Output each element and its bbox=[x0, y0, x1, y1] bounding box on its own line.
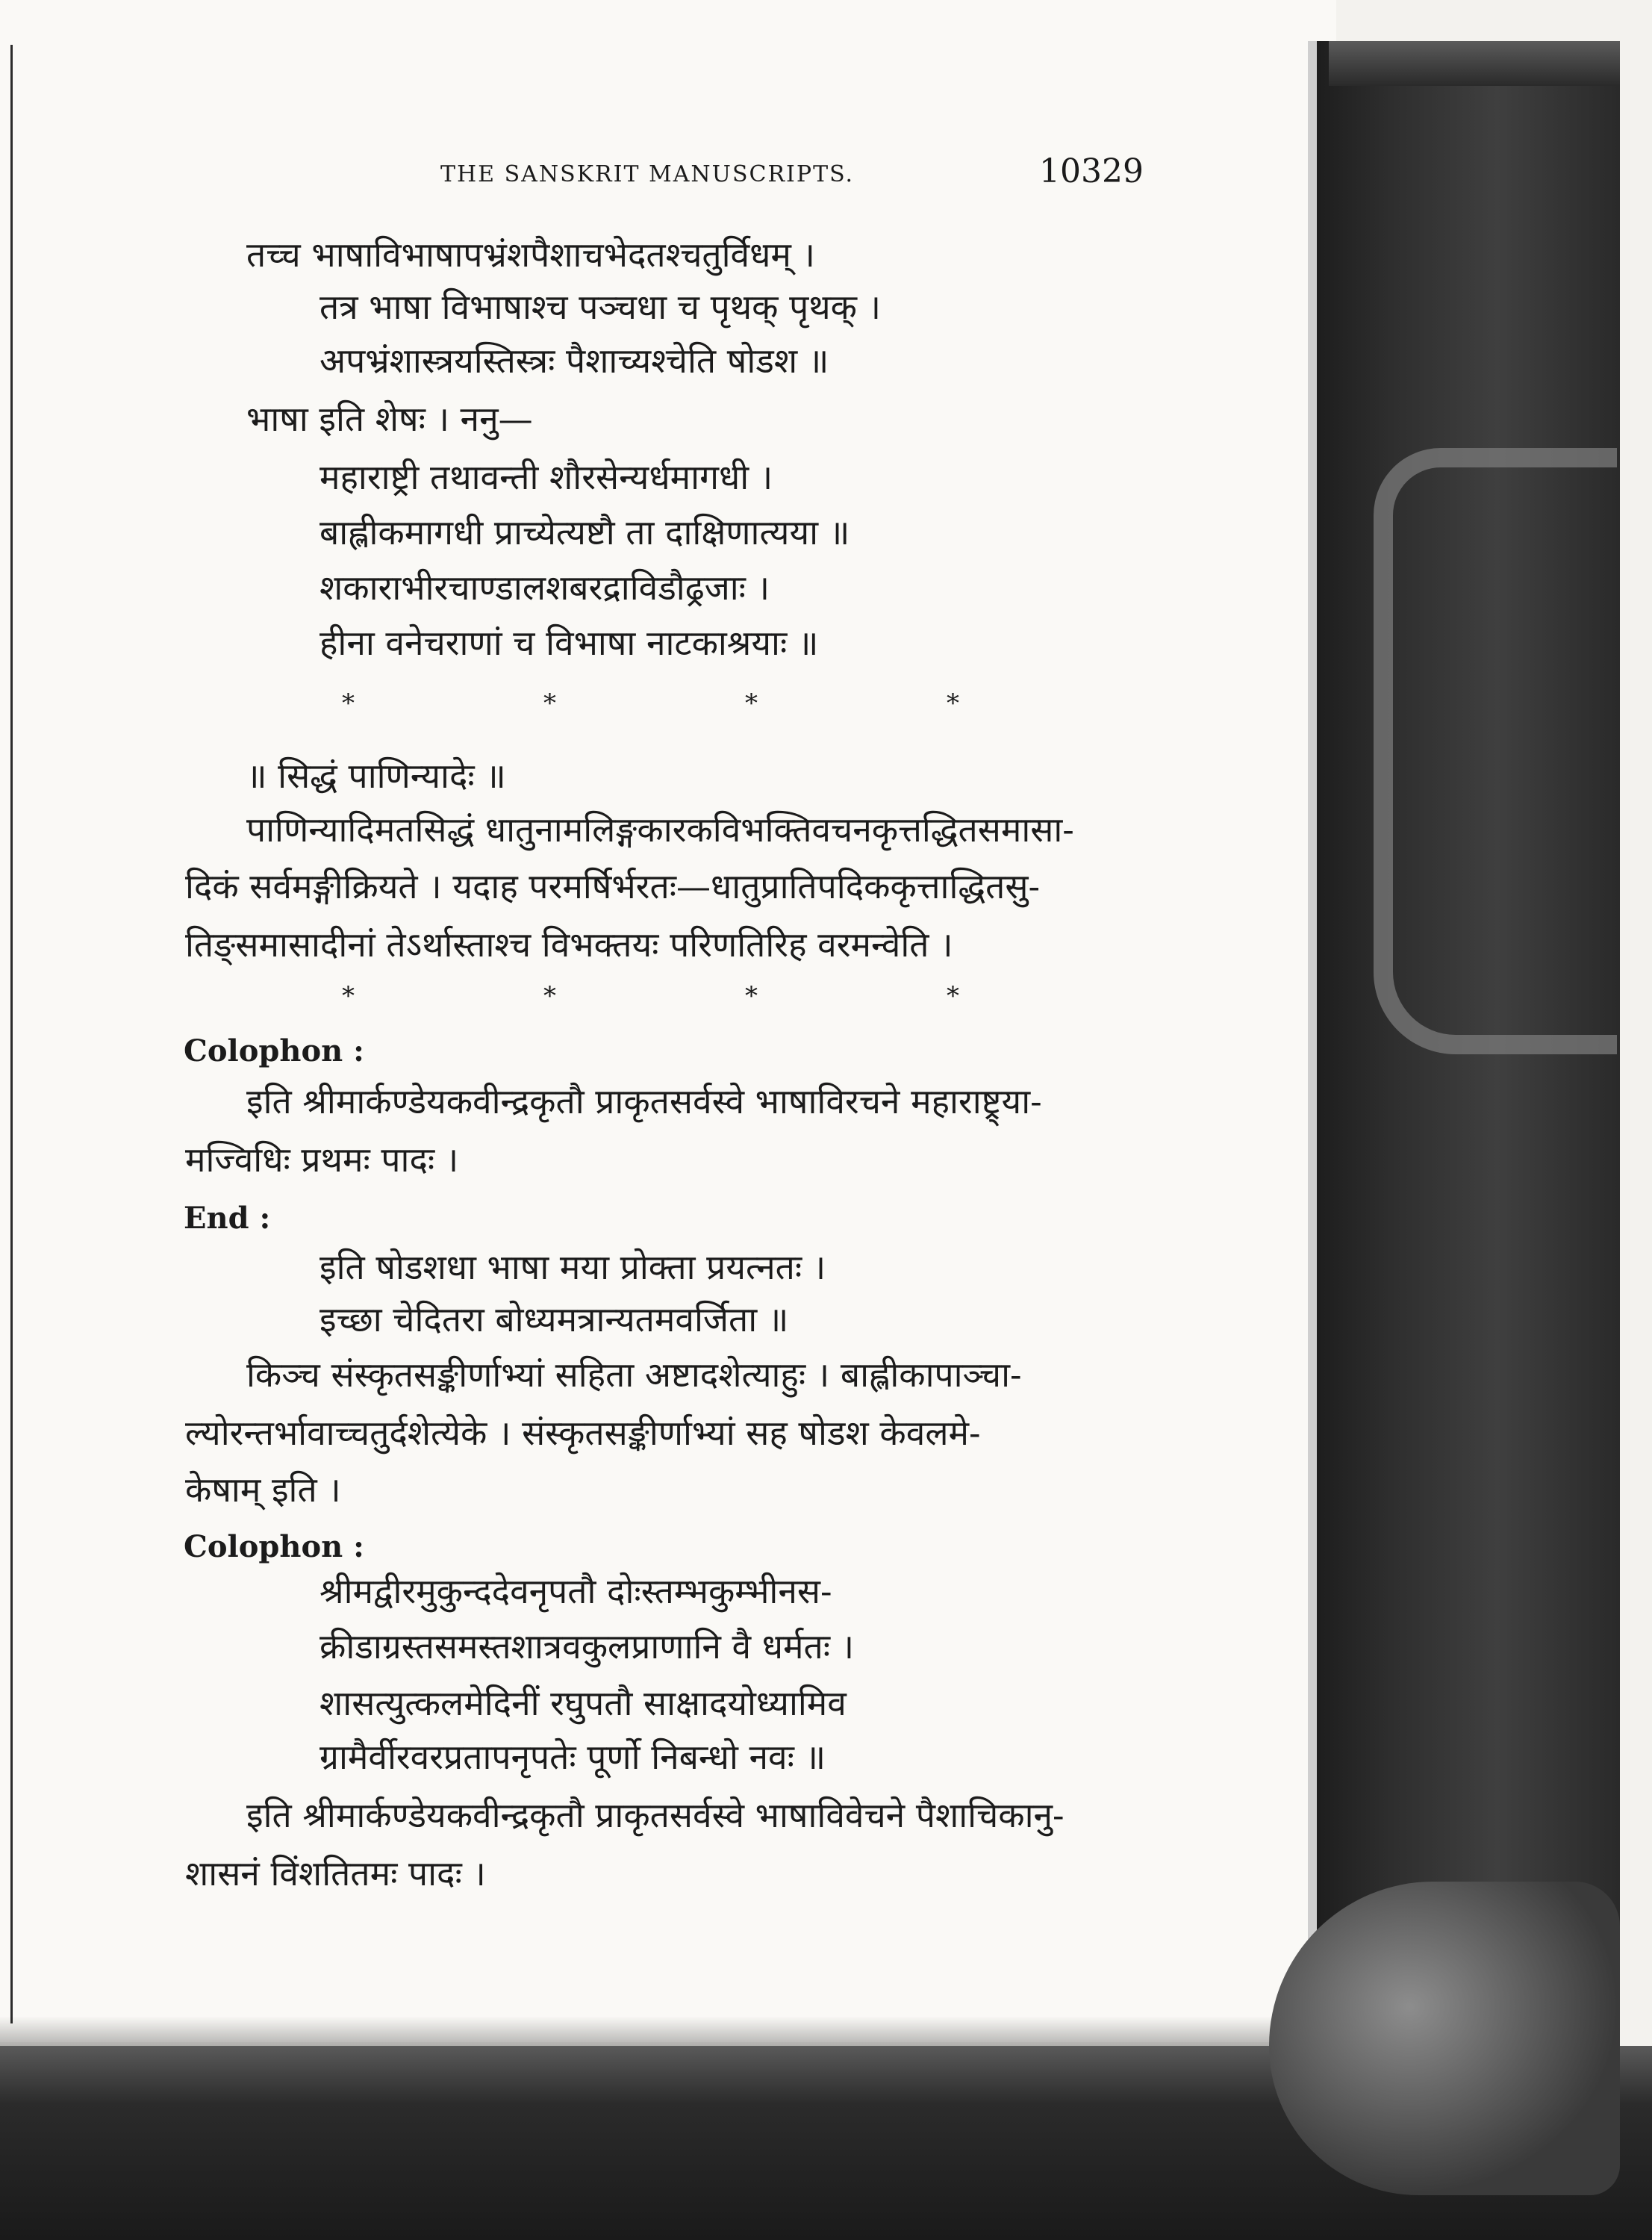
separator-star: * bbox=[745, 981, 758, 1011]
separator-star: * bbox=[342, 981, 355, 1011]
verse-line: बाह्लीकमागधी प्राच्येत्यष्टौ ता दाक्षिणात्यया ॥ bbox=[320, 512, 850, 553]
thumb-shadow bbox=[1269, 1882, 1620, 2195]
page-number: 10329 bbox=[1039, 152, 1144, 190]
separator-stars bbox=[342, 688, 1148, 718]
section-heading: ॥ सिद्धं पाणिन्यादेः ॥ bbox=[246, 756, 506, 796]
verse-line: तच्च भाषाविभाषापभ्रंशपैशाचभेदतश्चतुर्विधम् । bbox=[246, 234, 815, 275]
separator-stars bbox=[342, 981, 1148, 1011]
binding-top-edge bbox=[1329, 41, 1620, 86]
verse-line: इति षोडशधा भाषा मया प्रोक्ता प्रयत्नतः । bbox=[320, 1247, 826, 1287]
separator-star: * bbox=[543, 688, 556, 718]
running-title: THE SANSKRIT MANUSCRIPTS. bbox=[440, 161, 855, 187]
end-label: End : bbox=[184, 1201, 271, 1236]
prose-line: दिकं सर्वमङ्गीक्रियते । यदाह परमर्षिर्भरतः—धातुप्रातिपदिककृत्ताद्धितसु- bbox=[185, 866, 1041, 906]
prose-line: तिङ्समासादीनां तेऽर्थास्ताश्च विभक्तयः परिणतिरिह वरमन्वेति । bbox=[185, 924, 953, 965]
colophon-line: मज्विधिः प्रथमः पादः । bbox=[185, 1139, 459, 1180]
verse-line: इच्छा चेदितरा बोध्यमत्रान्यतमवर्जिता ॥ bbox=[320, 1299, 789, 1340]
separator-star: * bbox=[947, 981, 959, 1011]
separator-star: * bbox=[745, 688, 758, 718]
verse-line: श्रीमद्वीरमुकुन्ददेवनृपतौ दोःस्तम्भकुम्भीनस- bbox=[320, 1571, 832, 1611]
verse-line: क्रीडाग्रस्तसमस्तशात्रवकुलप्राणानि वै धर्मतः । bbox=[320, 1626, 855, 1667]
verse-line: तत्र भाषा विभाषाश्च पञ्चधा च पृथक् पृथक् । bbox=[320, 287, 882, 327]
separator-star: * bbox=[543, 981, 556, 1011]
verse-line: अपभ्रंशास्त्रयस्तिस्त्रः पैशाच्यश्चेति षोडश ॥ bbox=[320, 340, 829, 381]
separator-star: * bbox=[947, 688, 959, 718]
separator-star: * bbox=[342, 688, 355, 718]
verse-line: ग्रामैर्वीरवरप्रतापनृपतेः पूर्णो निबन्धो नवः ॥ bbox=[320, 1737, 826, 1777]
prose-line: पाणिन्यादिमतसिद्धं धातुनामलिङ्गकारकविभक्तिवचनकृत्तद्धितसमासा- bbox=[246, 809, 1074, 850]
colophon-line: इति श्रीमार्कण्डेयकवीन्द्रकृतौ प्राकृतसर्वस्वे भाषाविवेचने पैशाचिकानु- bbox=[246, 1795, 1065, 1835]
verse-line: शासत्युत्कलमेदिनीं रघुपतौ साक्षादयोध्यामिव bbox=[320, 1683, 847, 1723]
book-binding bbox=[1314, 41, 1620, 2199]
page-left-edge bbox=[10, 45, 13, 2023]
verse-line: शकाराभीरचाण्डालशबरद्राविडौढ्रजाः । bbox=[320, 567, 770, 608]
colophon-line: शासनं विंशतितमः पादः । bbox=[185, 1853, 486, 1894]
prose-line: किञ्च संस्कृतसङ्कीर्णाभ्यां सहिता अष्टादशेत्याहुः । बाह्लीकापाञ्चा- bbox=[246, 1354, 1022, 1395]
binding-clip bbox=[1374, 448, 1617, 1054]
verse-line: महाराष्ट्री तथावन्ती शौरसेन्यर्धमागधी । bbox=[320, 457, 773, 497]
colophon-label: Colophon : bbox=[184, 1033, 364, 1068]
prose-line: केषाम् इति । bbox=[185, 1469, 341, 1510]
verse-line: हीना वनेचराणां च विभाषा नाटकाश्रयाः ॥ bbox=[320, 623, 819, 663]
colophon-line: इति श्रीमार्कण्डेयकवीन्द्रकृतौ प्राकृतसर्वस्वे भाषाविरचने महाराष्ट्र्या- bbox=[246, 1081, 1042, 1121]
colophon-label: Colophon : bbox=[184, 1529, 364, 1564]
text-line: भाषा इति शेषः । ननु— bbox=[246, 399, 533, 439]
page-right-edge bbox=[1308, 41, 1317, 2020]
prose-line: ल्योरन्तर्भावाच्चतुर्दशेत्येके । संस्कृतसङ्कीर्णाभ्यां सह षोडश केवलमे- bbox=[185, 1413, 981, 1453]
